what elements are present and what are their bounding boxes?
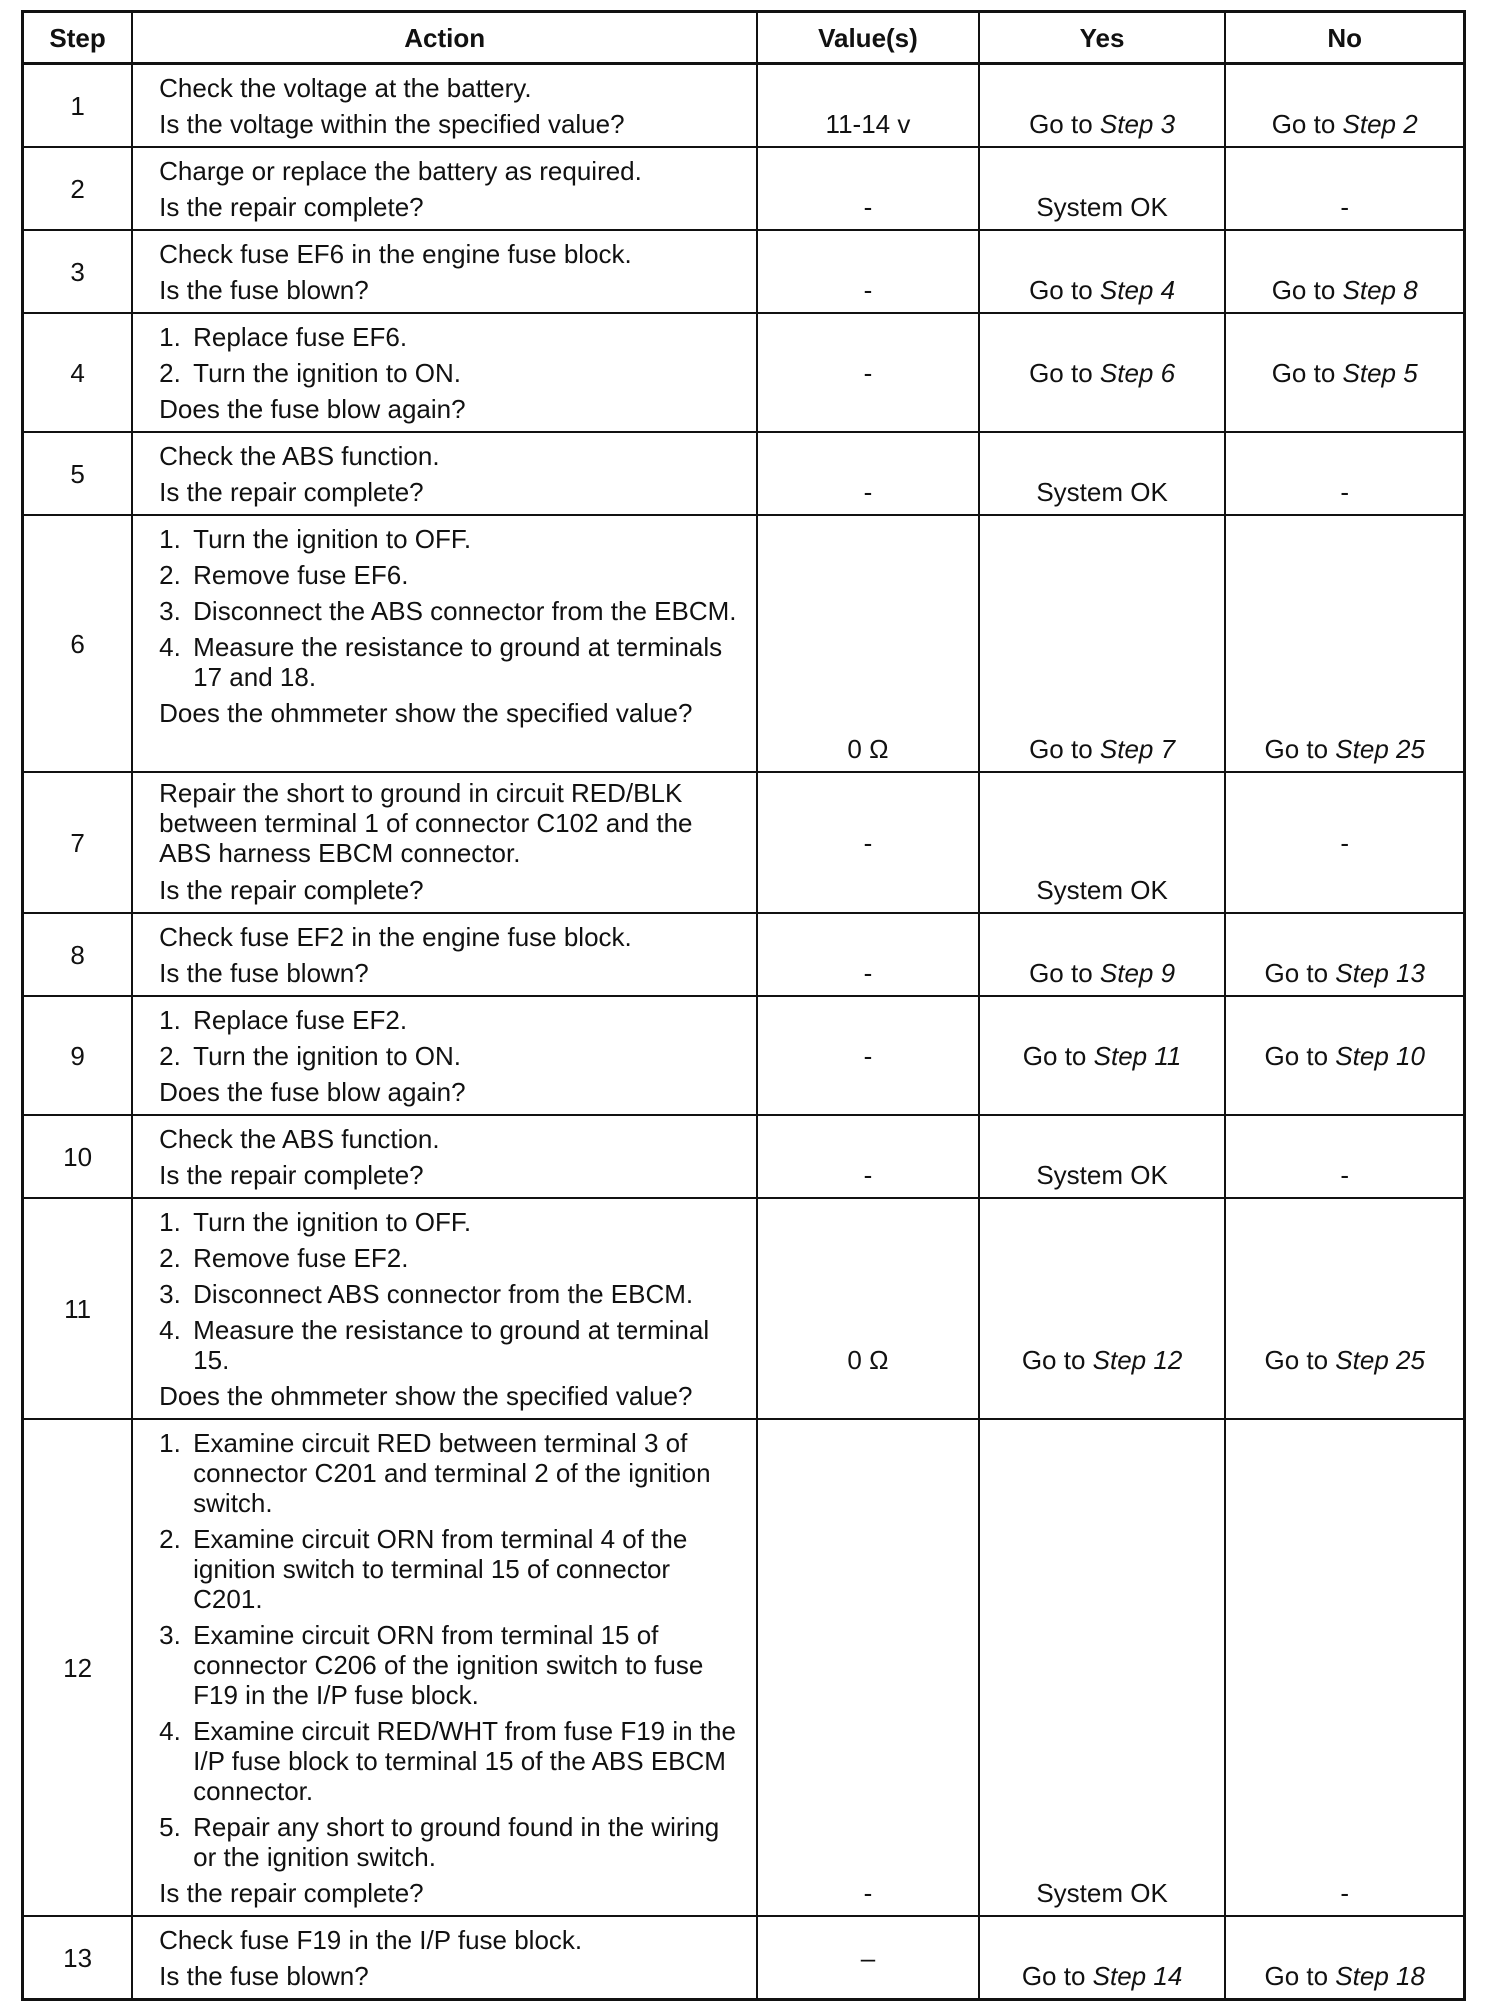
action-cell <box>132 313 757 432</box>
yes-step-ref: Step 6 <box>1099 358 1176 388</box>
list-item <box>159 521 746 557</box>
item-number: 2. <box>159 1243 181 1273</box>
no-prefix: Go to <box>1264 1041 1336 1071</box>
table-header <box>23 12 1465 64</box>
numbered-list <box>159 521 746 695</box>
yes-prefix: Go to <box>1029 109 1100 139</box>
item-text: Remove fuse EF6. <box>193 560 409 590</box>
no-step-ref: Step 10 <box>1335 1041 1425 1071</box>
no-cell <box>1225 1198 1464 1419</box>
yes-cell <box>979 1916 1226 2000</box>
item-text: Disconnect ABS connector from the EBCM. <box>193 1279 694 1309</box>
yes-cell: System OK <box>979 432 1226 515</box>
value-cell: - <box>757 913 979 996</box>
no-cell <box>1225 313 1464 432</box>
no-step-ref: Step 18 <box>1335 1961 1425 1991</box>
table-row <box>23 996 1465 1115</box>
item-text: Repair any short to ground found in the wiring or the ignition switch. <box>193 1812 720 1872</box>
item-number: 5. <box>159 1812 181 1842</box>
action-question: Does the ohmmeter show the specified value? <box>159 1381 693 1411</box>
step-number: 9 <box>23 996 133 1115</box>
value-cell: 11-14 v <box>757 64 979 148</box>
yes-step-ref: Step 14 <box>1092 1961 1183 1991</box>
no-cell <box>1225 515 1464 772</box>
no-cell: - <box>1225 772 1464 913</box>
list-item <box>159 1312 746 1378</box>
yes-cell <box>979 515 1226 772</box>
yes-cell <box>979 313 1226 432</box>
numbered-list <box>159 1425 746 1875</box>
action-question: Is the repair complete? <box>159 875 424 905</box>
item-number: 3. <box>159 1279 181 1309</box>
no-step-ref: Step 8 <box>1342 275 1418 305</box>
yes-cell <box>979 996 1226 1115</box>
action-line: Check the ABS function. <box>159 1124 440 1154</box>
item-number: 3. <box>159 596 181 626</box>
step-number: 13 <box>23 1916 133 2000</box>
table-body <box>23 64 1465 2000</box>
list-item <box>159 1276 746 1312</box>
header-row <box>23 12 1465 64</box>
action-cell <box>132 772 757 913</box>
action-line: Check fuse F19 in the I/P fuse block. <box>159 1925 583 1955</box>
list-item <box>159 1002 746 1038</box>
yes-cell <box>979 64 1226 148</box>
value-cell: - <box>757 772 979 913</box>
item-text: Remove fuse EF2. <box>193 1243 409 1273</box>
action-question: Does the fuse blow again? <box>159 394 466 424</box>
table-row <box>23 772 1465 913</box>
list-item <box>159 1617 746 1713</box>
step-number: 8 <box>23 913 133 996</box>
item-text: Measure the resistance to ground at terminals 17 and 18. <box>193 632 723 692</box>
action-cell <box>132 1115 757 1198</box>
action-question: Is the voltage within the specified value? <box>159 109 625 139</box>
numbered-list <box>159 319 746 391</box>
diagnostic-table <box>21 10 1466 2001</box>
no-cell: - <box>1225 1115 1464 1198</box>
action-question: Is the repair complete? <box>159 1160 424 1190</box>
table-row <box>23 913 1465 996</box>
table-row <box>23 230 1465 313</box>
yes-prefix: Go to <box>1029 358 1100 388</box>
yes-cell: System OK <box>979 1419 1226 1916</box>
table-row <box>23 1198 1465 1419</box>
header-yes: Yes <box>979 12 1226 64</box>
value-cell: - <box>757 996 979 1115</box>
value-cell: - <box>757 313 979 432</box>
item-text: Turn the ignition to ON. <box>193 1041 461 1071</box>
list-item <box>159 593 746 629</box>
action-line: Check the ABS function. <box>159 441 440 471</box>
action-cell <box>132 1419 757 1916</box>
step-number: 12 <box>23 1419 133 1916</box>
item-text: Turn the ignition to OFF. <box>193 524 472 554</box>
yes-step-ref: Step 3 <box>1099 109 1176 139</box>
action-cell <box>132 432 757 515</box>
item-number: 2. <box>159 1041 181 1071</box>
table-row <box>23 313 1465 432</box>
action-question: Is the fuse blown? <box>159 958 369 988</box>
action-question: Is the fuse blown? <box>159 275 369 305</box>
yes-prefix: Go to <box>1029 734 1100 764</box>
item-text: Examine circuit ORN from terminal 4 of the ignition switch to terminal 15 of connector C201. <box>193 1524 688 1614</box>
step-number: 2 <box>23 147 133 230</box>
action-question: Is the repair complete? <box>159 192 424 222</box>
action-cell <box>132 913 757 996</box>
action-cell <box>132 996 757 1115</box>
value-cell: - <box>757 1419 979 1916</box>
action-question: Is the fuse blown? <box>159 1961 369 1991</box>
list-item <box>159 1425 746 1521</box>
action-question: Is the repair complete? <box>159 1878 424 1908</box>
header-values: Value(s) <box>757 12 979 64</box>
table-row <box>23 64 1465 148</box>
no-cell: - <box>1225 432 1464 515</box>
action-question: Does the fuse blow again? <box>159 1077 466 1107</box>
action-question: Is the repair complete? <box>159 477 424 507</box>
step-number: 11 <box>23 1198 133 1419</box>
item-text: Examine circuit ORN from terminal 15 of connector C206 of the ignition switch to fuse F19 in the I/P fuse block. <box>193 1620 704 1710</box>
no-cell <box>1225 230 1464 313</box>
value-cell: - <box>757 230 979 313</box>
action-line: Charge or replace the battery as required. <box>159 156 642 186</box>
value-cell: 0 Ω <box>757 1198 979 1419</box>
value-cell: – <box>757 1916 979 2000</box>
yes-prefix: Go to <box>1022 1041 1094 1071</box>
item-number: 2. <box>159 358 181 388</box>
yes-cell: System OK <box>979 772 1226 913</box>
no-prefix: Go to <box>1271 109 1343 139</box>
item-number: 2. <box>159 1524 181 1554</box>
no-cell <box>1225 913 1464 996</box>
yes-prefix: Go to <box>1029 958 1100 988</box>
yes-prefix: Go to <box>1021 1961 1093 1991</box>
list-item <box>159 1809 746 1875</box>
step-number: 5 <box>23 432 133 515</box>
step-number: 3 <box>23 230 133 313</box>
yes-step-ref: Step 4 <box>1099 275 1176 305</box>
no-step-ref: Step 13 <box>1335 958 1425 988</box>
action-question: Does the ohmmeter show the specified value? <box>159 698 693 728</box>
step-number: 6 <box>23 515 133 772</box>
action-cell <box>132 1916 757 2000</box>
value-cell: - <box>757 432 979 515</box>
action-cell <box>132 147 757 230</box>
no-prefix: Go to <box>1264 1961 1336 1991</box>
no-step-ref: Step 25 <box>1335 734 1425 764</box>
table-row <box>23 1115 1465 1198</box>
item-number: 2. <box>159 560 181 590</box>
table-row <box>23 147 1465 230</box>
action-line: Repair the short to ground in circuit RED/BLK between terminal 1 of connector C102 and the ABS harness EBCM connector. <box>159 778 693 868</box>
action-cell <box>132 230 757 313</box>
list-item <box>159 629 746 695</box>
list-item <box>159 1240 746 1276</box>
table-row <box>23 432 1465 515</box>
item-number: 4. <box>159 1315 181 1345</box>
no-cell <box>1225 64 1464 148</box>
action-line: Check the voltage at the battery. <box>159 73 532 103</box>
no-step-ref: Step 5 <box>1342 358 1418 388</box>
item-number: 3. <box>159 1620 181 1650</box>
item-number: 1. <box>159 1207 181 1237</box>
no-prefix: Go to <box>1271 358 1343 388</box>
item-number: 4. <box>159 632 181 662</box>
no-cell: - <box>1225 147 1464 230</box>
yes-step-ref: Step 11 <box>1093 1041 1182 1071</box>
header-action: Action <box>132 12 757 64</box>
list-item <box>159 557 746 593</box>
no-prefix: Go to <box>1271 275 1343 305</box>
yes-prefix: Go to <box>1029 275 1100 305</box>
numbered-list <box>159 1002 746 1074</box>
item-number: 1. <box>159 1428 181 1458</box>
item-number: 4. <box>159 1716 181 1746</box>
no-prefix: Go to <box>1264 734 1336 764</box>
no-cell: - <box>1225 1419 1464 1916</box>
yes-cell <box>979 1198 1226 1419</box>
item-text: Disconnect the ABS connector from the EBCM. <box>193 596 737 626</box>
yes-cell: System OK <box>979 1115 1226 1198</box>
yes-prefix: Go to <box>1021 1345 1093 1375</box>
action-cell <box>132 515 757 772</box>
value-cell: - <box>757 147 979 230</box>
value-cell: - <box>757 1115 979 1198</box>
list-item <box>159 1713 746 1809</box>
action-line: Check fuse EF2 in the engine fuse block. <box>159 922 632 952</box>
no-prefix: Go to <box>1264 958 1336 988</box>
step-number: 7 <box>23 772 133 913</box>
yes-cell <box>979 913 1226 996</box>
table-row <box>23 1916 1465 2000</box>
action-cell <box>132 1198 757 1419</box>
item-text: Replace fuse EF6. <box>193 322 408 352</box>
value-cell: 0 Ω <box>757 515 979 772</box>
list-item <box>159 319 746 355</box>
list-item <box>159 1038 746 1074</box>
no-cell <box>1225 996 1464 1115</box>
no-cell <box>1225 1916 1464 2000</box>
numbered-list <box>159 1204 746 1378</box>
item-text: Measure the resistance to ground at terminal 15. <box>193 1315 710 1375</box>
item-number: 1. <box>159 1005 181 1035</box>
item-number: 1. <box>159 322 181 352</box>
yes-cell: System OK <box>979 147 1226 230</box>
step-number: 1 <box>23 64 133 148</box>
item-text: Examine circuit RED/WHT from fuse F19 in the I/P fuse block to terminal 15 of the ABS EBCM connector. <box>193 1716 736 1806</box>
item-text: Turn the ignition to OFF. <box>193 1207 472 1237</box>
action-line: Check fuse EF6 in the engine fuse block. <box>159 239 632 269</box>
table-row <box>23 515 1465 772</box>
item-text: Replace fuse EF2. <box>193 1005 408 1035</box>
list-item <box>159 1204 746 1240</box>
item-text: Turn the ignition to ON. <box>193 358 461 388</box>
no-step-ref: Step 2 <box>1342 109 1418 139</box>
no-step-ref: Step 25 <box>1335 1345 1425 1375</box>
yes-step-ref: Step 12 <box>1092 1345 1183 1375</box>
table-row <box>23 1419 1465 1916</box>
item-number: 1. <box>159 524 181 554</box>
yes-cell <box>979 230 1226 313</box>
no-prefix: Go to <box>1264 1345 1336 1375</box>
list-item <box>159 355 746 391</box>
item-text: Examine circuit RED between terminal 3 of connector C201 and terminal 2 of the ignition switch. <box>193 1428 711 1518</box>
yes-step-ref: Step 9 <box>1099 958 1176 988</box>
step-number: 4 <box>23 313 133 432</box>
header-no: No <box>1225 12 1464 64</box>
step-number: 10 <box>23 1115 133 1198</box>
yes-step-ref: Step 7 <box>1099 734 1176 764</box>
list-item <box>159 1521 746 1617</box>
action-cell <box>132 64 757 148</box>
header-step: Step <box>23 12 133 64</box>
